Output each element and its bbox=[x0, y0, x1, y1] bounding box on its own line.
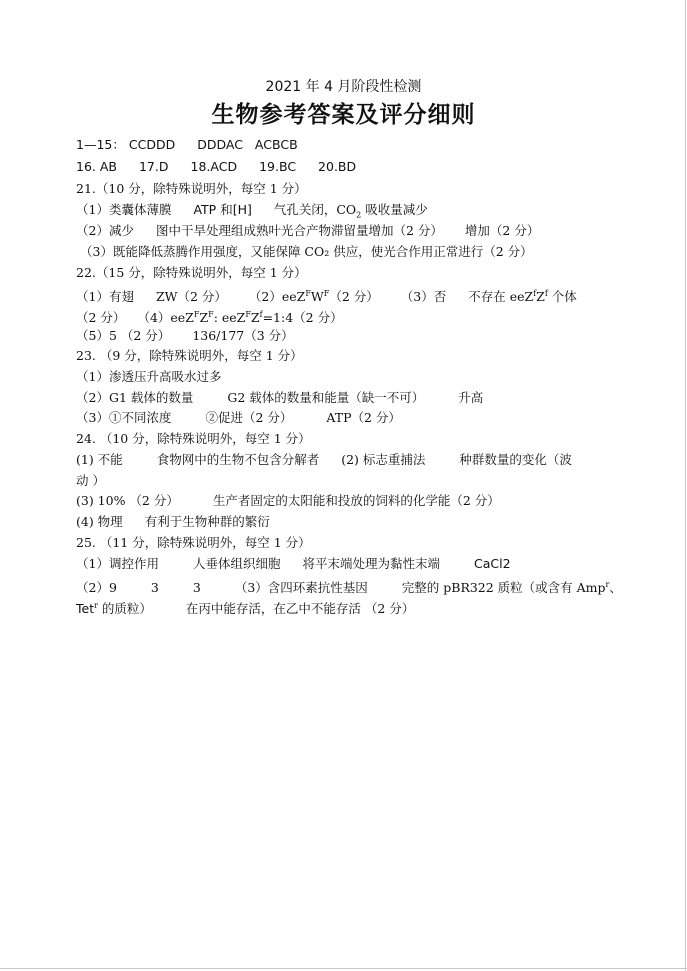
q25-3-gene: （3）含四环素抗性基因 bbox=[234, 580, 368, 596]
q22-2-genotype bbox=[249, 285, 379, 306]
q24-3-energy: 生产者固定的太阳能和投放的饲料的化学能（2 分） bbox=[212, 493, 500, 508]
q25-3-plasmid bbox=[402, 576, 622, 597]
q22-3-text: 不存在 eeZ bbox=[468, 289, 534, 305]
q21-2-answer: （2）减少 bbox=[76, 223, 134, 238]
q25-1-answer: （1）调控作用 bbox=[76, 556, 159, 571]
q21-co2-tail: 吸收量减少 bbox=[361, 202, 428, 217]
answers-16-20 bbox=[76, 158, 356, 176]
q25-3-plasmid-text: 完整的 pBR322 质粒（或含有 Amp bbox=[401, 580, 606, 596]
q24-line-4 bbox=[76, 513, 270, 531]
q21-co2-text: 气孔关闭，CO bbox=[273, 202, 357, 217]
q22-4-sup-4: f bbox=[259, 310, 263, 319]
q21-co2-sub: 2 bbox=[356, 210, 362, 220]
q22-3-tail: 个体 bbox=[547, 289, 577, 305]
q21-1-answer: （1）类囊体薄膜 bbox=[76, 202, 172, 217]
q24-2-trend: 种群数量的变化（波 bbox=[459, 452, 572, 467]
q22-2-sup-2: F bbox=[323, 289, 330, 298]
q22-3-answer: （3）否 bbox=[400, 289, 447, 305]
q24-4-reason: 有利于生物种群的繁衍 bbox=[144, 514, 270, 529]
q24-heading: 24. （10 分，除特殊说明外，每空 1 分） bbox=[76, 431, 311, 446]
q22-line-1 bbox=[76, 285, 577, 306]
q24-line-2: 动 ） bbox=[76, 473, 105, 488]
q22-3-sup-1: f bbox=[533, 289, 537, 298]
q24-3-efficiency: (3) 10% （2 分） bbox=[76, 493, 179, 508]
q22-4-z2: Z bbox=[250, 310, 260, 326]
q23-2-g1: （2）G1 载体的数量 bbox=[76, 390, 194, 405]
q25-3-tet-tail: 的质粒） bbox=[97, 601, 152, 617]
q25-line-2 bbox=[76, 576, 622, 597]
answer-20: 20.BD bbox=[318, 159, 357, 174]
q25-3-survival: 在丙中能存活，在乙中不能存活 （2 分） bbox=[185, 601, 415, 617]
q21-atp-answer: ATP 和[H] bbox=[193, 202, 252, 217]
q25-3-tet-sup: r bbox=[94, 601, 98, 610]
q25-2-answer-3: 3 bbox=[192, 580, 201, 596]
q22-4-sup-2: F bbox=[208, 310, 214, 319]
answers-6-10: DDDAC bbox=[197, 137, 243, 152]
q21-2-reason: 图中干旱处理组成熟叶光合产物滞留量增加（2 分） bbox=[155, 223, 443, 238]
q25-3-tet-text: Tet bbox=[76, 601, 95, 617]
q24-line-1 bbox=[76, 451, 572, 469]
answers-1-15 bbox=[76, 136, 298, 154]
q25-1-cells: 人垂体组织细胞 bbox=[192, 556, 281, 571]
q25-3-plasmid-tail: 、 bbox=[609, 580, 622, 596]
answer-19: 19.BC bbox=[259, 159, 297, 174]
q25-3-amp-sup: r bbox=[605, 580, 610, 589]
q21-heading: 21.（10 分，除特殊说明外，每空 1 分） bbox=[76, 181, 307, 196]
q22-3-reason bbox=[468, 285, 577, 306]
q22-5-probability: 136/177（3 分） bbox=[192, 328, 294, 343]
q22-3-sup-2: f bbox=[544, 289, 548, 298]
q22-4-ratio bbox=[137, 306, 342, 327]
q24-line-3 bbox=[76, 492, 500, 510]
q23-3-promote: ②促进（2 分） bbox=[205, 410, 293, 425]
q22-4-z1: Z bbox=[199, 310, 209, 326]
q22-2-score: （2 分） bbox=[329, 289, 379, 305]
q23-2-g2: G2 载体的数量和能量（缺一不可） bbox=[227, 390, 425, 405]
q23-line-3 bbox=[76, 409, 401, 427]
q25-2-answer-1: （2）9 bbox=[76, 580, 117, 596]
exam-subtitle: 2021 年 4 月阶段性检测 bbox=[265, 79, 422, 95]
q23-line-1: （1）渗透压升高吸水过多 bbox=[76, 369, 222, 384]
q23-heading: 23. （9 分，除特殊说明外，每空 1 分） bbox=[76, 348, 303, 363]
q25-heading: 25. （11 分，除特殊说明外，每空 1 分） bbox=[76, 535, 311, 550]
q22-2-text: （2）eeZ bbox=[248, 289, 306, 305]
q22-2-w: W bbox=[310, 289, 324, 305]
q21-line-2 bbox=[76, 222, 539, 240]
q23-line-2 bbox=[76, 389, 483, 407]
q24-1-reason: 食物网中的生物不包含分解者 bbox=[156, 452, 320, 467]
q22-line-3 bbox=[76, 327, 294, 345]
q25-3-tet bbox=[76, 597, 152, 618]
q25-1-ends: 将平末端处理为黏性末端 bbox=[302, 556, 440, 571]
answers-1-15-label: 1—15： bbox=[76, 137, 125, 152]
q25-line-1 bbox=[76, 555, 511, 573]
q22-1-answer: （1）有翅 bbox=[76, 289, 134, 305]
q25-1-cacl2: CaCl2 bbox=[474, 556, 511, 571]
page-right-edge bbox=[685, 0, 686, 971]
q22-4-sup-3: F bbox=[245, 310, 251, 319]
q22-4-tail: =1:4（2 分） bbox=[262, 310, 343, 326]
q22-3-z: Z bbox=[536, 289, 545, 305]
q25-line-3 bbox=[76, 597, 414, 618]
q22-2-sup-1: F bbox=[305, 289, 311, 298]
answers-11-15: ACBCB bbox=[254, 137, 298, 152]
page-bottom-edge bbox=[0, 968, 687, 969]
q23-3-atp: ATP（2 分） bbox=[326, 410, 401, 425]
q23-2-rise: 升高 bbox=[458, 390, 484, 405]
q21-line-3: （3）既能降低蒸腾作用强度，又能保障 CO₂ 供应，使光合作用正常进行（2 分） bbox=[80, 244, 533, 259]
q24-4-answer: (4) 物理 bbox=[76, 514, 123, 529]
page-title: 生物参考答案及评分细则 bbox=[211, 102, 476, 128]
q25-2-answer-2: 3 bbox=[150, 580, 159, 596]
q22-4-text: （4）eeZ bbox=[137, 310, 194, 326]
q21-2-increase: 增加（2 分） bbox=[464, 223, 540, 238]
q21-line-1 bbox=[76, 201, 428, 225]
answer-16: 16. AB bbox=[76, 159, 117, 174]
q23-3-concentration: （3）①不同浓度 bbox=[76, 410, 172, 425]
q22-3-score: （2 分） bbox=[76, 310, 126, 326]
answer-17: 17.D bbox=[138, 159, 169, 174]
q22-5-answer: （5）5 （2 分） bbox=[76, 328, 171, 343]
q22-1-zw: ZW（2 分） bbox=[155, 289, 227, 305]
q24-2-method: (2) 标志重捕法 bbox=[341, 452, 426, 467]
q22-line-2 bbox=[76, 306, 343, 327]
q24-1-answer: (1) 不能 bbox=[76, 452, 123, 467]
answers-1-5: CCDDD bbox=[128, 137, 176, 152]
q22-heading: 22.（15 分，除特殊说明外，每空 1 分） bbox=[76, 265, 307, 280]
answer-18: 18.ACD bbox=[190, 159, 238, 174]
q21-co2-answer bbox=[274, 201, 428, 225]
q22-4-colon: : eeZ bbox=[213, 310, 246, 326]
q22-4-sup-1: F bbox=[193, 310, 200, 319]
